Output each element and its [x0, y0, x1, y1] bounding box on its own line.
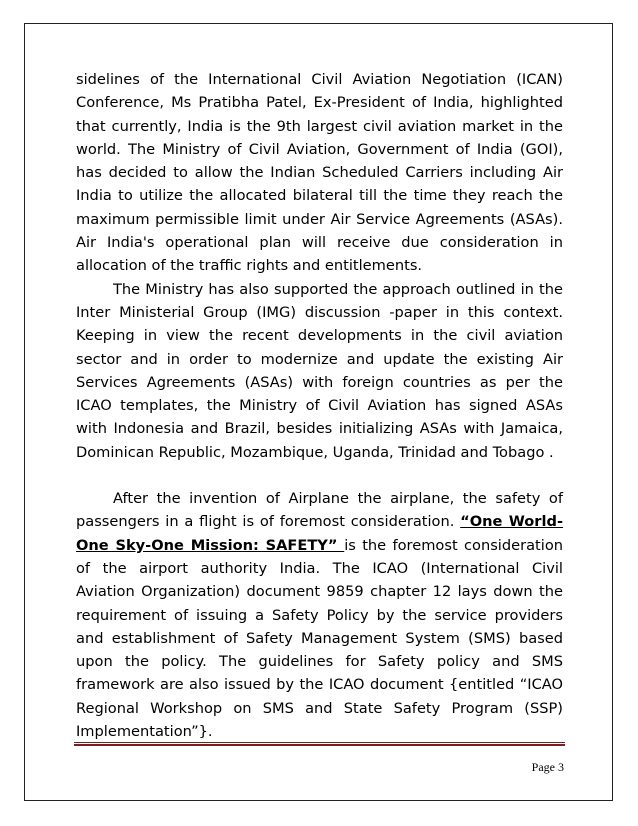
paragraph-gap: [76, 464, 563, 487]
paragraph-ministry: The Ministry has also supported the approach outlined in the Inter Ministerial Group (IMG) discussion -paper in this context. Keeping in view the recent developments in the civil aviation sector and in order to modernize and update the existing Air Services Agreements (ASAs) with foreign countries as per the ICAO templates, the Ministry of Civil Aviation has signed ASAs with Indonesia and Brazil, besides initializing ASAs with Jamaica, Dominican Republic, Mozambique, Uganda, Trinidad and Tobago .: [76, 280, 563, 461]
safety-text-before: After the invention of Airplane the airplane, the safety of passengers in a flight is of foremost consideration.: [76, 490, 563, 531]
safety-slogan: “One World-One Sky-One Mission: SAFETY”: [76, 513, 564, 554]
document-body: [76, 68, 563, 743]
footer-rule: [74, 742, 565, 746]
paragraph-safety: [76, 487, 563, 743]
safety-text-after: is the foremost consideration of the airport authority India. The ICAO (International Civil Aviation Organization) document 9859 chapter 12 lays down the requirement of issuing a Safety Policy by the service providers and establishment of Safety Management System (SMS) based upon the policy. The guidelines for Safety policy and SMS framework are also issued by the ICAO document {entitled “ICAO Regional Workshop on SMS and State Safety Program (SSP) Implementation”}.: [76, 536, 563, 741]
paragraph-ican: sidelines of the International Civil Aviation Negotiation (ICAN) Conference, Ms Pratibha Patel, Ex-President of India, highlighted that currently, India is the 9th largest civil aviation market in the world. The Ministry of Civil Aviation, Government of India (GOI), has decided to allow the Indian Scheduled Carriers including Air India to utilize the allocated bilateral till the time they reach the maximum permissible limit under Air Service Agreements (ASAs). Air India's operational plan will receive due consideration in allocation of the traffic rights and entitlements.: [76, 71, 563, 275]
page-number: Page 3: [531, 760, 564, 774]
